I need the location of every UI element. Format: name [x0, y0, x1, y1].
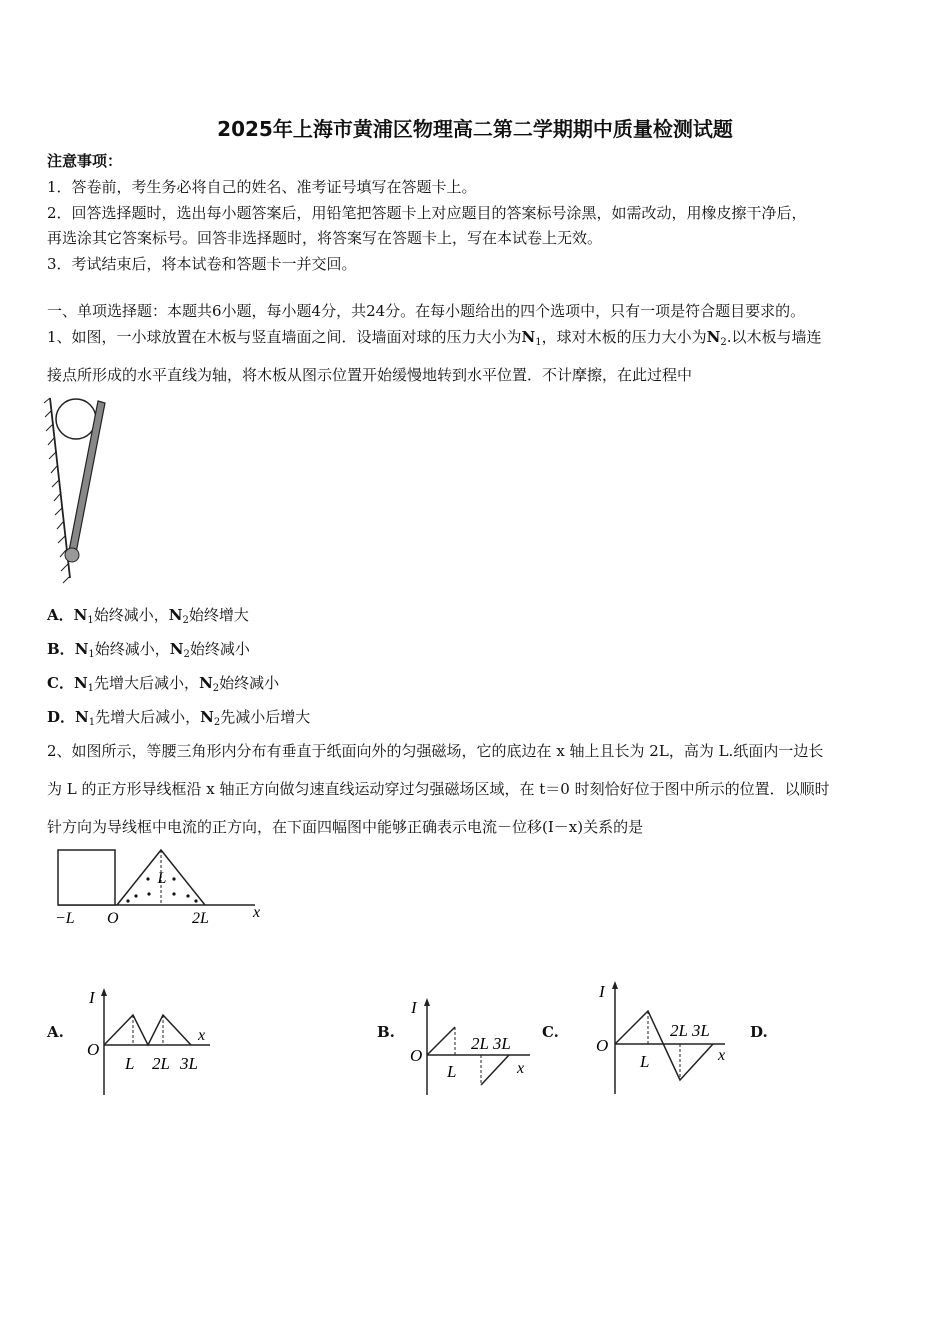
axis-i: I: [411, 998, 417, 1017]
axis-o: O: [596, 1036, 609, 1055]
q1-wall-ball-figure: [40, 393, 120, 588]
graph-b: [405, 995, 535, 1095]
current-curve: [427, 1027, 455, 1055]
axis-x: x: [718, 1047, 726, 1064]
q1-option-b[interactable]: B．$N_1$始终减小，$N_2$始终减小: [47, 640, 250, 660]
notice-item: 再选涂其它答案标号。回答非选择题时，将答案写在答题卡上，写在本试卷上无效。: [47, 229, 603, 247]
q1-option-d[interactable]: D．$N_1$先增大后减小，$N_2$先减小后增大: [47, 708, 311, 728]
axis-i: I: [89, 988, 95, 1007]
q2-option-a[interactable]: A.: [47, 1023, 64, 1041]
notice-heading: 注意事项：: [47, 152, 123, 170]
tick-label: 3L: [180, 1054, 198, 1073]
axis-i: I: [599, 982, 605, 1001]
label-x: x: [253, 904, 261, 921]
graph-c: [590, 978, 740, 1094]
q2-stem-line1: 2、如图所示，等腰三角形内分布有垂直于纸面向外的匀强磁场，它的底边在 x 轴上且长为 2L，高为 L.纸面内一边长: [47, 742, 824, 760]
square-loop: [58, 850, 115, 905]
axis-o: O: [87, 1040, 100, 1059]
tick-label: L: [447, 1062, 457, 1081]
label-2l: 2L: [192, 910, 209, 927]
notice-item: 3．考试结束后，将本试卷和答题卡一并交回。: [47, 255, 357, 273]
q2-option-d[interactable]: D.: [750, 1023, 768, 1041]
tick-label: 2L 3L: [670, 1021, 710, 1040]
q2-option-b[interactable]: B.: [377, 1023, 395, 1041]
page-title: 2025年上海市黄浦区物理高二第二学期期中质量检测试题: [217, 117, 733, 141]
height-label: L: [157, 870, 167, 887]
tick-label: 2L 3L: [471, 1034, 511, 1053]
tick-label: 2L: [152, 1054, 170, 1073]
q2-field-figure: [50, 845, 280, 930]
q2-stem-line2: 为 L 的正方形导线框沿 x 轴正方向做匀速直线运动穿过匀强磁场区域，在 t＝0 时刻恰好位于图中所示的位置．以顺时: [47, 780, 830, 798]
label-origin: O: [107, 910, 119, 927]
notice-item: 1．答卷前，考生务必将自己的姓名、准考证号填写在答题卡上。: [47, 178, 477, 196]
q1-stem-line2: 接点所形成的水平直线为轴，将木板从图示位置开始缓慢地转到水平位置．不计摩擦，在此过程中: [47, 366, 693, 384]
q2-stem-line3: 针方向为导线框中电流的正方向，在下面四幅图中能够正确表示电流－位移(I－x)关系的是: [47, 818, 644, 836]
axis-x: x: [198, 1027, 206, 1044]
axis-x: x: [517, 1060, 525, 1077]
label-minus-l: −L: [55, 910, 75, 927]
q1-stem-line1: 1、如图，一小球放置在木板与竖直墙面之间．设墙面对球的压力大小为$N_1$，球对木板的压力大小为$N_2$.以木板与墙连: [47, 328, 822, 348]
tick-label: L: [640, 1052, 650, 1071]
section-heading: 一、单项选择题：本题共6小题，每小题4分，共24分。在每小题给出的四个选项中，只有一项是符合题目要求的。: [47, 302, 806, 320]
q2-option-c[interactable]: C.: [542, 1023, 559, 1041]
current-curve: [104, 1015, 191, 1045]
q1-option-c[interactable]: C．$N_1$先增大后减小，$N_2$始终减小: [47, 674, 280, 694]
q1-option-a[interactable]: A．$N_1$始终减小，$N_2$始终增大: [47, 606, 249, 626]
tick-label: L: [125, 1054, 135, 1073]
notice-item: 2．回答选择题时，选出每小题答案后，用铅笔把答题卡上对应题目的答案标号涂黑，如需改动，用橡皮擦干净后，: [47, 204, 807, 222]
ball-icon: [56, 399, 96, 439]
graph-a: [85, 985, 215, 1095]
axis-o: O: [410, 1046, 423, 1065]
